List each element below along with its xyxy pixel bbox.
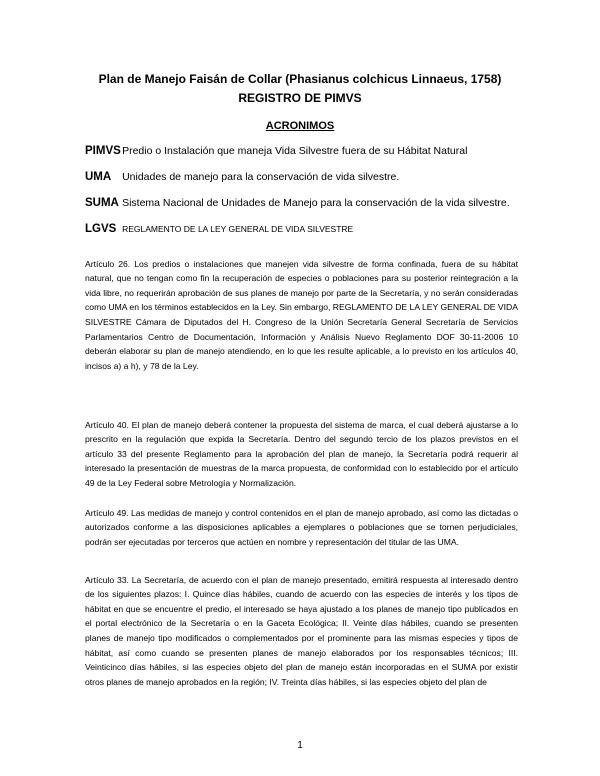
paragraph-articulo-33: Artículo 33. La Secretaría, de acuerdo con el plan de manejo presentado, emitirá respuesta al interesado dentro de los siguientes plazos: I. Quince días hábiles, cuando de acuerdo con las especies de interés y los tipos de hábitat en que se encuentre el predio, el interesado se haya ajustado a los planes de manejo tipo publicados en el portal electrónico de la Secretaría o en la Gaceta Ecológica; II. Veinte días hábiles, cuando se presenten planes de manejo tipo modificados o complementados por el prominente para las mismas especies y tipos de hábitat, así como cuando se presenten planes de manejo elaborados por los responsables técnicos; III. Veinticinco días hábiles, si las especies objeto del plan de manejo están incorporadas en el SUMA por existir otros planes de manejo aprobados en la región; IV. Treinta días hábiles, si las especies objeto del plan de [85, 574, 518, 687]
document-title: Plan de Manejo Faisán de Collar (Phasianus colchicus Linnaeus, 1758) [98, 72, 502, 86]
acronym-item [85, 144, 535, 158]
acronym-item [85, 222, 535, 236]
paragraph-articulo-26: Artículo 26. Los predios o instalaciones que manejen vida silvestre de forma confinada, fuera de su hábitat natural, que no tengan como fin la recuperación de especies o poblaciones para su posterior reintegración a la vida libre, no requerirán aprobación de sus planes de manejo por parte de la Secretaría, y no serán consideradas como UMA en los términos establecidos en la Ley. Sin embargo, REGLAMENTO DE LA LEY GENERAL DE VIDA SILVESTRE Cámara de Diputados del H. Congreso de la Unión Secretaría General Secretaría de Servicios Parlamentarios Centro de Documentación, Información y Análisis Nuevo Reglamento DOF 30-11-2006 10 deberán elaborar su plan de manejo atendiendo, en lo que les resulte aplicable, a lo previsto en los artículos 40, incisos a) a h), y 78 de la Ley. [85, 258, 518, 371]
acronym-key: LGVS [85, 223, 117, 235]
acronym-item [85, 196, 535, 210]
acronym-item [85, 170, 535, 184]
acronym-definition: Predio o Instalación que maneja Vida Silvestre fuera de su Hábitat Natural [122, 145, 468, 157]
acronyms-heading: ACRONIMOS [265, 120, 335, 132]
acronym-definition: Unidades de manejo para la conservación de vida silvestre. [122, 171, 400, 183]
acronym-definition: Sistema Nacional de Unidades de Manejo para la conservación de la vida silvestre. [122, 197, 510, 209]
acronym-definition: REGLAMENTO DE LA LEY GENERAL DE VIDA SILVESTRE [122, 224, 354, 234]
document-subtitle: REGISTRO DE PIMVS [238, 91, 362, 105]
acronym-key: SUMA [85, 197, 119, 209]
paragraph-articulo-49: Artículo 49. Las medidas de manejo y control contenidos en el plan de manejo aprobado, así como las dictadas o autorizados conforme a las disposiciones aplicables a ejemplares o poblaciones que se tornen perjudiciales, podrán ser ejecutadas por terceros que actúen en nombre y representación del titular de las UMA. [85, 507, 518, 547]
acronym-key: PIMVS [85, 145, 121, 157]
acronym-key: UMA [85, 171, 112, 183]
page-number: 1 [297, 740, 303, 751]
paragraph-articulo-40: Artículo 40. El plan de manejo deberá contener la propuesta del sistema de marca, el cual deberá ajustarse a lo prescrito en la regulación que expida la Secretaría. Dentro del segundo tercio de los plazos previstos en el artículo 33 del presente Reglamento para la aprobación del plan de manejo, la Secretaría podrá requerir al interesado la presentación de muestras de la marca propuesta, de conformidad con lo establecido por el artículo 49 de la Ley Federal sobre Metrología y Normalización. [85, 419, 518, 488]
